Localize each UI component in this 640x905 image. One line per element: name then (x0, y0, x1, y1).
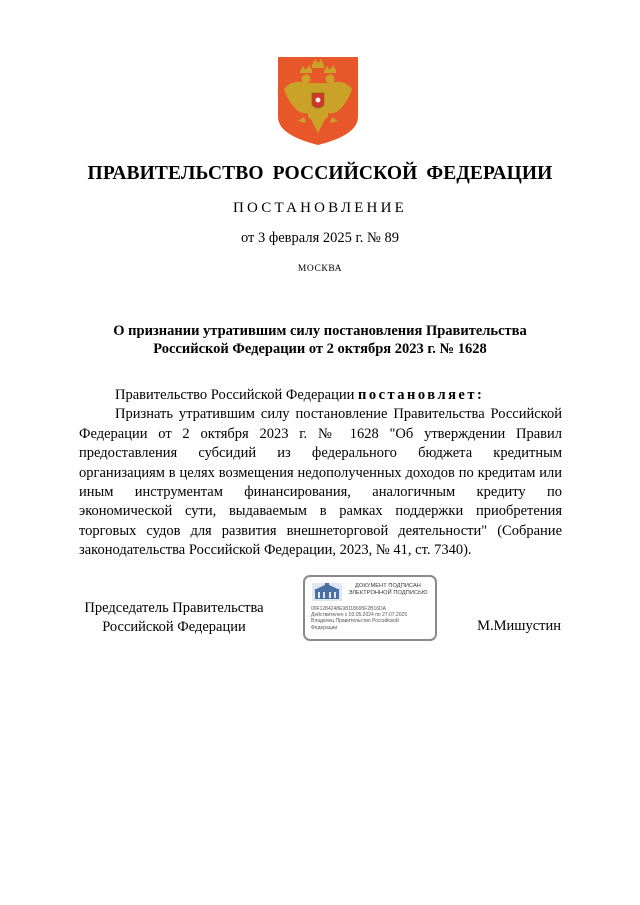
main-paragraph: Признать утратившим силу постановление Правительства Российской Федерации от 2 октября 2023 г. № 1628 "Об утверждении Правил предоставления субсидий из федерального бюджета кредитным организациям в целях возмещения недополученных доходов по кредитам или иным инструментам финансирования, аналогичным кредиту по экономической сути, выдаваемым в рамках поддержки приобретения торговых судов для развития внешнеторговой деятельности" (Собрание законодательства Российской Федерации, 2023, № 41, ст. 7340). (79, 406, 562, 559)
document-date-number: от 3 февраля 2025 г. № 89 (240, 230, 400, 246)
government-title: ПРАВИТЕЛЬСТВО РОССИЙСКОЙ ФЕДЕРАЦИИ (87, 163, 553, 184)
stamp-owner-line-2: Федерации (311, 624, 338, 631)
intro-resolves: постановляет: (357, 387, 485, 403)
document-body (79, 386, 562, 561)
stamp-heading-line-2: ЭЛЕКТРОННОЙ ПОДПИСЬЮ (348, 590, 428, 596)
stamp-details (311, 606, 435, 631)
electronic-signature-stamp (303, 575, 437, 641)
intro-text: Правительство Российской Федерации (115, 387, 358, 403)
signer-title-line-1: Председатель Правительства (84, 600, 264, 616)
signer-title-line-2: Российской Федерации (102, 619, 246, 635)
coat-of-arms-emblem (276, 55, 360, 147)
intro-paragraph (79, 386, 562, 405)
stamp-heading (341, 583, 435, 597)
document-heading-line-1: О признании утратившим силу постановления Правительства (113, 323, 527, 339)
document-type: ПОСТАНОВЛЕНИЕ (233, 200, 407, 216)
government-building-icon (312, 583, 342, 601)
document-heading-line-2: Российской Федерации от 2 октября 2023 г. № 1628 (153, 341, 487, 357)
document-heading (80, 322, 560, 358)
signer-title (70, 599, 278, 637)
signer-name: М.Мишустин (477, 618, 561, 634)
stamp-owner-line-1: Владелец Правительство Российской (311, 618, 399, 625)
stamp-serial: 00F1284248E98118695F2B16DA (311, 606, 386, 612)
document-city: МОСКВА (297, 264, 343, 274)
stamp-validity: Действителен с 03.05.2024 по 27.07.2025 (311, 612, 408, 619)
stamp-heading-line-1: ДОКУМЕНТ ПОДПИСАН (355, 583, 421, 589)
